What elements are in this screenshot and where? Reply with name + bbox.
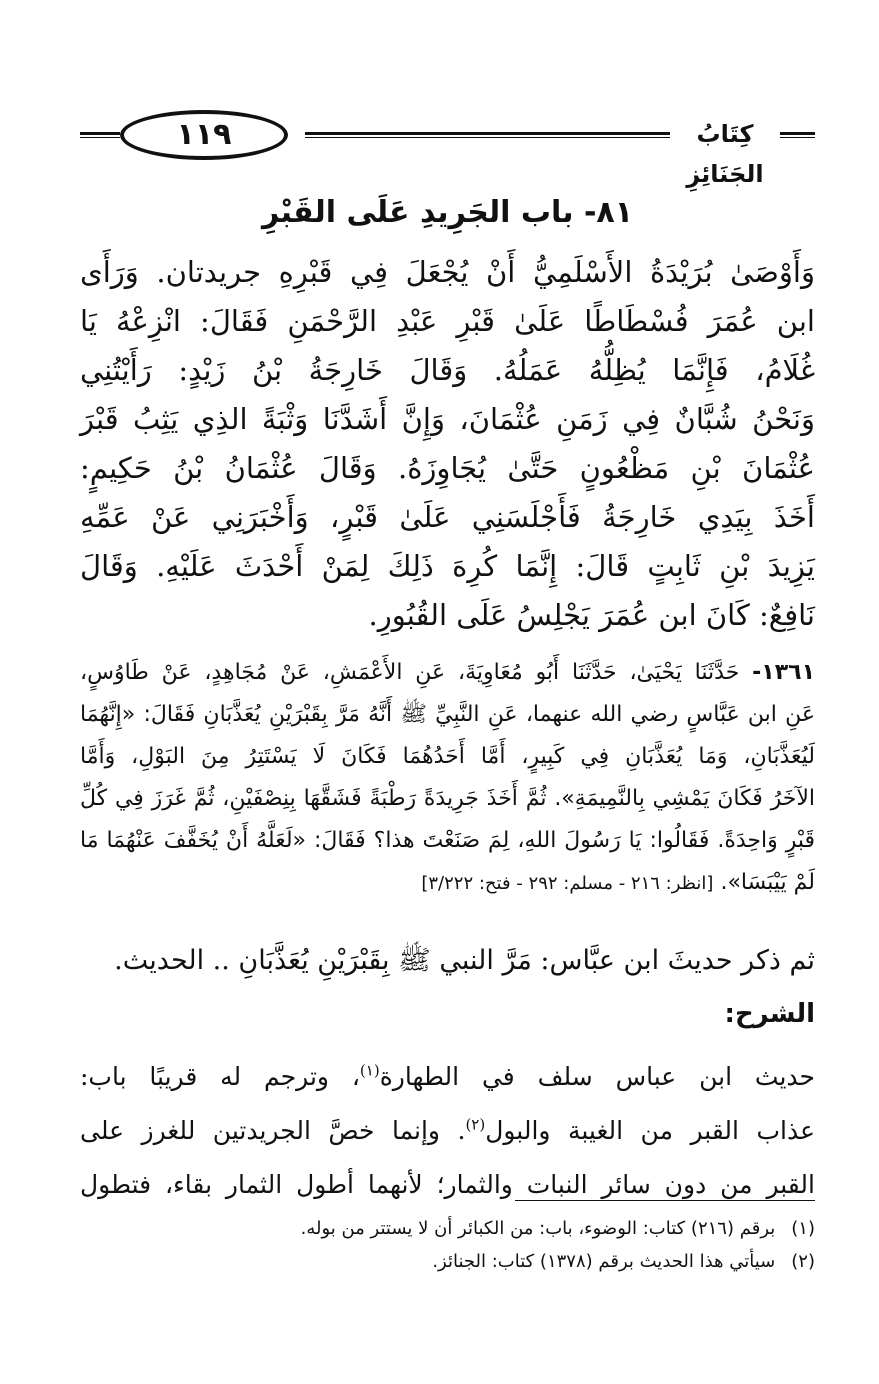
hadith-line: [80, 862, 815, 905]
header-rule-left: [80, 132, 120, 138]
hadith-number: ١٣٦١-: [752, 660, 815, 685]
hadith-reference: [انظر: ٢١٦ - مسلم: ٢٩٢ - فتح: ٣/٢٢٢]: [421, 873, 714, 894]
matn-line: نَافِعٌ: كَانَ ابن عُمَرَ يَجْلِسُ عَلَى القُبُورِ.: [368, 598, 815, 632]
matn-line: يَزِيدَ بْنِ ثَابِتٍ قَالَ: إِنَّمَا كُرِهَ ذَلِكَ لِمَنْ أَحْدَثَ عَلَيْهِ. وَقَالَ: [80, 549, 815, 583]
sharh-heading: الشرح:: [724, 999, 815, 1029]
footnote-1: [80, 1212, 815, 1245]
matn-line: وَأَوْصَىٰ بُرَيْدَةُ الأَسْلَمِيُّ أَنْ يُجْعَلَ فِي قَبْرِهِ جريدتان. وَرَأَى: [80, 255, 815, 289]
matn-line: وَنَحْنُ شُبَّانٌ فِي زَمَنِ عُثْمَانَ، وَإِنَّ أَشَدَّنَا وَثْبَةً الذِي يَثِبُ قَبْرَ: [80, 402, 815, 436]
chapter-matn: [80, 248, 815, 640]
footnote-2: [80, 1245, 815, 1278]
hadith-line: لَيُعَذَّبَانِ، وَمَا يُعَذَّبَانِ فِي كَبِيرٍ، أَمَّا أَحَدُهُمَا فَكَانَ لَا يَسْتَتِرُ مِنَ البَوْلِ، وَأَمَّا: [80, 744, 815, 769]
footnote-separator: [515, 1200, 815, 1201]
sharh-line: [80, 1104, 815, 1158]
footnote-ref-1: (١): [359, 1061, 380, 1080]
matn-line: أَخَذَ بِيَدِي خَارِجَةُ فَأَجْلَسَنِي عَلَىٰ قَبْرٍ، وَأَخْبَرَنِي عَنْ عَمِّهِ: [80, 500, 815, 534]
sharh-line: القبر من دون سائر النبات والثمار؛ لأنهما أطول الثمار بقاء، فتطول: [80, 1170, 815, 1199]
matn-line: عُثْمَانَ بْنِ مَظْعُونٍ حَتَّىٰ يُجَاوِزَهُ. وَقَالَ عُثْمَانُ بْنُ حَكِيمٍ:: [80, 451, 815, 485]
chapter-heading: ٨١- باب الجَرِيدِ عَلَى القَبْرِ: [261, 195, 634, 230]
matn-line: غُلَامُ، فَإِنَّمَا يُظِلُّهُ عَمَلُهُ. وَقَالَ خَارِجَةُ بْنُ زَيْدٍ: رَأَيْتُنِي: [80, 353, 815, 387]
sharh-text-segment: عذاب القبر من الغيبة والبول: [485, 1116, 815, 1145]
commentary-intro: [80, 934, 815, 988]
header-rule-right: [780, 132, 815, 138]
running-header: [80, 108, 815, 188]
page-number: ١١٩: [120, 110, 288, 160]
footnote-mark: (١): [791, 1218, 815, 1239]
sharh-line: [80, 1050, 815, 1104]
footnote-text: سيأتي هذا الحديث برقم (١٣٧٨) كتاب: الجنائز.: [432, 1251, 776, 1272]
footnote-text: برقم (٢١٦) كتاب: الوضوء، باب: من الكبائر أن لا يستتر من بوله.: [300, 1218, 776, 1239]
footnotes: [80, 1212, 815, 1278]
sharh-text-segment: ، وترجم له قريبًا باب:: [80, 1062, 360, 1091]
book-title: كِتَابُ الجَنَائِزِ: [686, 120, 764, 188]
sharh-text: [80, 1050, 815, 1212]
footnote-mark: (٢): [791, 1251, 815, 1272]
hadith-line: عَنِ ابن عَبَّاسٍ رضي الله عنهما، عَنِ النَّبِيِّ ﷺ أَنَّهُ مَرَّ بِقَبْرَيْنِ يُعَذَّبَانِ فَقَالَ: «إِنَّهُمَا: [80, 702, 815, 727]
hadith-line: [80, 652, 815, 694]
hadith-line-text: لَمْ يَيْبَسَا».: [720, 870, 815, 895]
hadith-text: [80, 652, 815, 905]
commentary-intro-line: ثم ذكر حديثَ ابن عبَّاس: مَرَّ النبي ﷺ بِقَبْرَيْنِ يُعَذَّبَانِ .. الحديث.: [114, 945, 815, 976]
hadith-line: قَبْرٍ وَاحِدَةً. فَقَالُوا: يَا رَسُولَ اللهِ، لِمَ صَنَعْتَ هذا؟ فَقَالَ: «لَعَلَّهُ أَنْ يُخَفَّفَ عَنْهُمَا مَا: [80, 828, 815, 853]
sharh-text-segment: . وإنما خصَّ الجريدتين للغرز على: [80, 1116, 466, 1145]
hadith-line: الآخَرُ فَكَانَ يَمْشِي بِالنَّمِيمَةِ». ثُمَّ أَخَذَ جَرِيدَةً رَطْبَةً فَشَقَّهَا بِنِصْفَيْنِ، ثُمَّ غَرَزَ فِي كُلِّ: [80, 786, 815, 811]
header-rule-middle: [305, 132, 670, 138]
sharh-text-segment: حديث ابن عباس سلف في الطهارة: [379, 1062, 815, 1091]
matn-line: ابن عُمَرَ فُسْطَاطًا عَلَىٰ قَبْرِ عَبْدِ الرَّحْمَنِ فَقَالَ: انْزِعْهُ يَا: [80, 304, 815, 338]
footnote-ref-2: (٢): [465, 1115, 486, 1134]
hadith-line-text: حَدَّثَنَا يَحْيَىٰ، حَدَّثَنَا أَبُو مُعَاوِيَةَ، عَنِ الأَعْمَشِ، عَنْ مُجَاهِدٍ، عَنْ طَاوُسٍ،: [80, 660, 740, 685]
